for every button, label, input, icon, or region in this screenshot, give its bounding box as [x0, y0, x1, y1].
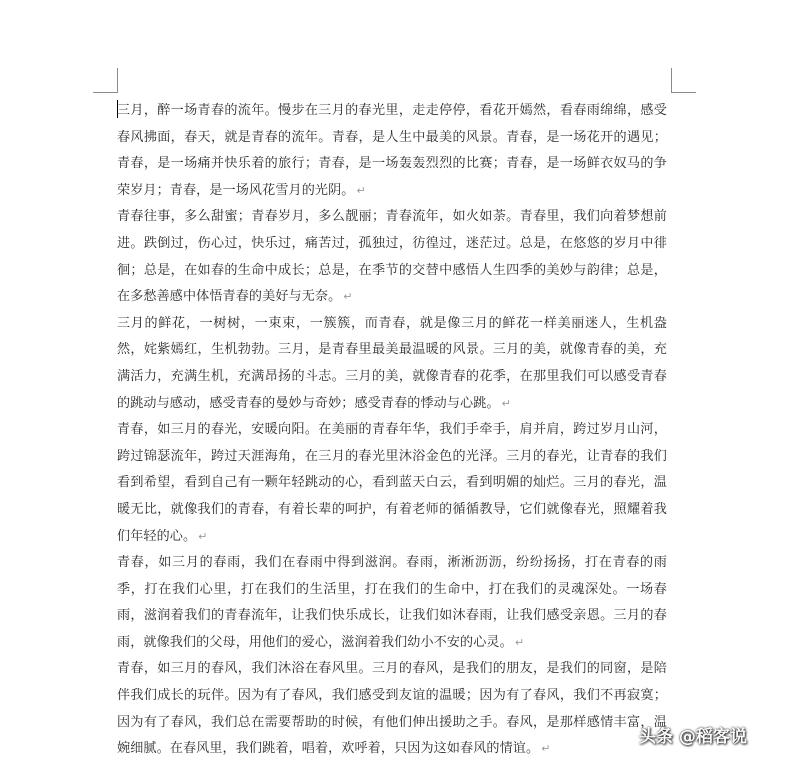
watermark-text: 头条 @稻客说 [639, 727, 747, 747]
paragraph-3[interactable] [117, 311, 667, 417]
paragraph-mark: ↵ [514, 635, 525, 649]
margin-corner-top-left [93, 68, 118, 93]
paragraph-mark: ↵ [501, 396, 511, 410]
paragraph-mark: ↵ [343, 290, 353, 304]
document-body[interactable] [117, 98, 667, 763]
paragraph-1-text: 三月，醉一场青春的流年。慢步在三月的春光里，走走停停，看花开嫣然，看春雨绵绵，感受春风拂面，春天，就是青春的流年。青春，是人生中最美的风景。青春，是一场花开的遇见；青春，是一场痛并快乐着的旅行；青春，是一场轰轰烈烈的比赛；青春，是一场鲜衣奴马的争荣岁月；青春，是一场风花雪月的光阴。 [117, 103, 667, 198]
paragraph-mark: ↵ [356, 183, 366, 197]
paragraph-1[interactable] [117, 98, 667, 204]
paragraph-6[interactable] [117, 656, 667, 762]
paragraph-4-text: 青春，如三月的春光，安暖向阳。在美丽的青春年华，我们手牵手，肩并肩，跨过岁月山河，跨过锦瑟流年，跨过天涯海角，在三月的春光里沐浴金色的光泽。三月的春光，让青春的我们看到希望，看到自己有一颗年轻跳动的心，看到蓝天白云，看到明媚的灿烂。三月的春光，温暖无比，就像我们的青春，有着长辈的呵护，有着老师的循循教导，它们就像春光，照耀着我们年轻的心。 [117, 422, 667, 544]
paragraph-5-text: 青春，如三月的春雨，我们在春雨中得到滋润。春雨，淅淅沥沥，纷纷扬扬，打在青春的雨季，打在我们心里，打在我们的生活里，打在我们的生命中，打在我们的灵魂深处。一场春雨，滋润着我们的青春流年，让我们快乐成长，让我们如沐春雨，让我们感受亲恩。三月的春雨，就像我们的父母，用他们的爱心，滋润着我们幼小不安的心灵。 [117, 555, 667, 650]
paragraph-mark: ↵ [198, 529, 208, 543]
paragraph-2-text: 青春往事，多么甜蜜；青春岁月，多么靓丽；青春流年，如火如荼。青春里，我们向着梦想前进。跌倒过，伤心过，快乐过，痛苦过，孤独过，彷徨过，迷茫过。总是，在悠悠的岁月中徘徊；总是，在如春的生命中成长；总是，在季节的交替中感悟人生四季的美妙与韵律；总是，在多愁善感中体悟青春的美好与无奈。 [117, 209, 667, 305]
paragraph-2[interactable] [117, 204, 667, 310]
margin-corner-top-right [671, 68, 696, 93]
paragraph-4[interactable] [117, 417, 667, 550]
watermark [639, 722, 747, 747]
paragraph-mark: ↵ [541, 742, 551, 756]
paragraph-5[interactable] [117, 550, 667, 656]
paragraph-6-text: 青春，如三月的春风，我们沐浴在春风里。三月的春风，是我们的朋友，是我们的同窗，是陪伴我们成长的玩伴。因为有了春风，我们感受到友谊的温暖；因为有了春风，我们不再寂寞；因为有了春风，我们总在需要帮助的时候，有他们伸出援助之手。春风，是那样感情丰富，温婉细腻。在春风里，我们跳着，唱着，欢呼着，只因为这如春风的情谊。 [117, 661, 667, 757]
paragraph-3-text: 三月的鲜花，一树树，一束束，一簇簇，而青春，就是像三月的鲜花一样美丽迷人，生机盎然，姹紫嫣红，生机勃勃。三月，是青春里最美最温暖的风景。三月的美，就像青春的美，充满活力，充满生机，充满昂扬的斗志。三月的美，就像青春的花季，在那里我们可以感受青春的跳动与感动，感受青春的曼妙与奇妙；感受青春的悸动与心跳。 [117, 315, 667, 411]
